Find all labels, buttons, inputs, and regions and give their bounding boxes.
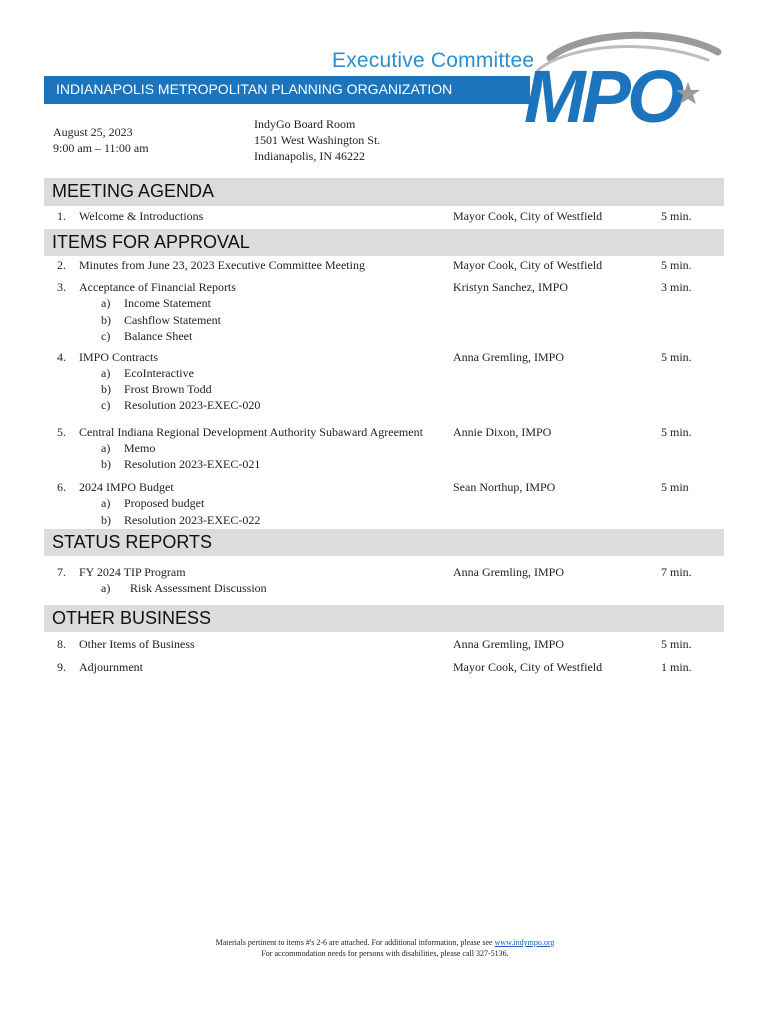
item-number: 3. (57, 280, 66, 294)
location-line: 1501 West Washington St. (254, 133, 381, 147)
footer-line-1: Materials pertinent to items #'s 2-6 are attached. For additional information, please see www.indympo.org (215, 938, 555, 947)
item-text: Adjournment (79, 660, 143, 674)
item-number: 8. (57, 637, 66, 651)
item-text: Other Items of Business (79, 637, 195, 651)
meeting-date: August 25, 2023 (53, 125, 133, 139)
item-presenter: Kristyn Sanchez, IMPO (453, 280, 568, 294)
item-text: Acceptance of Financial Reports (79, 280, 236, 294)
item-number: 2. (57, 258, 66, 272)
item-text: Welcome & Introductions (79, 209, 204, 223)
section-items-for-approval (44, 229, 724, 256)
location-line: IndyGo Board Room (254, 117, 356, 131)
item-presenter: Mayor Cook, City of Westfield (453, 209, 603, 223)
item-duration: 3 min. (661, 280, 692, 294)
website-link[interactable]: www.indympo.org (494, 938, 555, 947)
item-presenter: Mayor Cook, City of Westfield (453, 660, 603, 674)
meeting-location (254, 116, 380, 164)
item-duration: 5 min. (661, 209, 692, 223)
item-number: 6. (57, 480, 66, 494)
item-duration: 5 min (661, 480, 689, 494)
item-duration: 5 min. (661, 350, 692, 364)
item-duration: 1 min. (661, 660, 692, 674)
footer-line-2: For accommodation needs for persons with disabilities, please call 327-5136. (261, 949, 509, 958)
logo-text: MPO (524, 55, 681, 134)
item-presenter: Anna Gremling, IMPO (453, 565, 564, 579)
item-number: 7. (57, 565, 66, 579)
item-text: Minutes from June 23, 2023 Executive Committee Meeting (79, 258, 365, 272)
item-duration: 7 min. (661, 565, 692, 579)
item-text: Central Indiana Regional Development Authority Subaward Agreement (79, 425, 423, 439)
item-text: IMPO Contracts (79, 350, 158, 364)
section-meeting-agenda (44, 178, 724, 206)
item-number: 1. (57, 209, 66, 223)
section-heading: ITEMS FOR APPROVAL (52, 232, 250, 252)
item-number: 5. (57, 425, 66, 439)
item-duration: 5 min. (661, 637, 692, 651)
section-heading: MEETING AGENDA (52, 181, 215, 201)
meeting-time: 9:00 am – 11:00 am (53, 141, 149, 155)
section-heading: OTHER BUSINESS (52, 608, 212, 628)
item-duration: 5 min. (661, 425, 692, 439)
section-status-reports (44, 529, 724, 556)
item-presenter: Mayor Cook, City of Westfield (453, 258, 603, 272)
org-name: INDIANAPOLIS METROPOLITAN PLANNING ORGANIZATION (56, 81, 453, 97)
item-presenter: Annie Dixon, IMPO (453, 425, 552, 439)
mpo-logo (520, 30, 730, 134)
location-line: Indianapolis, IN 46222 (254, 149, 365, 163)
item-presenter: Anna Gremling, IMPO (453, 637, 564, 651)
item-presenter: Sean Northup, IMPO (453, 480, 556, 494)
footer (0, 937, 770, 959)
meeting-datetime (53, 124, 149, 156)
item-text: FY 2024 TIP Program (79, 565, 186, 579)
item-number: 4. (57, 350, 66, 364)
item-presenter: Anna Gremling, IMPO (453, 350, 564, 364)
section-other-business (44, 605, 724, 632)
item-number: 9. (57, 660, 66, 674)
item-duration: 5 min. (661, 258, 692, 272)
page-title: Executive Committee (332, 49, 535, 72)
item-text: 2024 IMPO Budget (79, 480, 174, 494)
section-heading: STATUS REPORTS (52, 532, 213, 552)
